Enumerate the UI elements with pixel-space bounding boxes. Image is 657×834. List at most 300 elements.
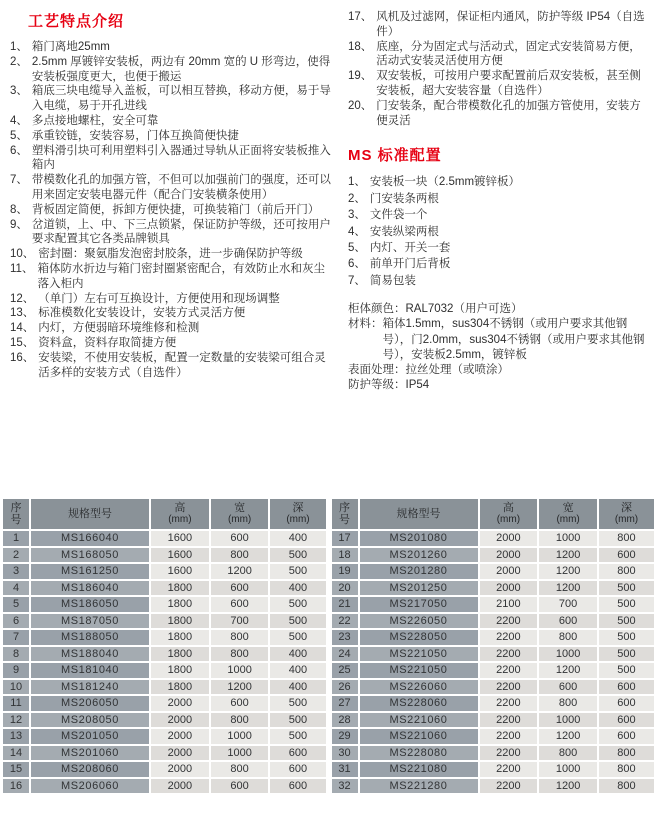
feature-text: 箱门离地25mm: [31, 41, 110, 53]
width-cell: 600: [211, 779, 269, 794]
feature-item: [348, 256, 651, 272]
width-cell: 800: [211, 762, 269, 777]
row-number-cell: 17: [332, 531, 358, 546]
table-header-row: [332, 499, 655, 529]
feature-text: 前单开门后背板: [369, 258, 451, 271]
table-row: [3, 548, 326, 563]
model-cell: MS201050: [31, 729, 149, 744]
table-row: [332, 647, 655, 662]
feature-text: 2.5mm 厚镀锌安装板，两边有 20mm 宽的 U 形弯边，使得安装板强度更大，也便于搬运: [31, 55, 331, 83]
depth-cell: 500: [270, 630, 325, 645]
spec-line: [348, 378, 651, 393]
table-row: [3, 729, 326, 744]
feature-text: （单门）左右可互换设计，方便使用和现场调整: [38, 292, 280, 305]
feature-text: 风机及过滤网，保证柜内通风，防护等级 IP54（自选件）: [376, 11, 645, 38]
feature-number: 5、: [348, 242, 366, 254]
width-cell: 1000: [539, 762, 597, 777]
feature-item: [10, 306, 332, 321]
feature-number: 2、: [10, 55, 28, 68]
height-cell: 2200: [480, 663, 538, 678]
width-cell: 800: [539, 696, 597, 711]
height-cell: 1800: [151, 597, 209, 612]
col-header-no: 序号: [3, 499, 29, 529]
feature-number: 6、: [10, 144, 28, 157]
table-row: [332, 614, 655, 629]
height-cell: 1600: [151, 564, 209, 579]
model-cell: MS226060: [360, 680, 478, 695]
table-row: [332, 762, 655, 777]
width-cell: 800: [211, 647, 269, 662]
width-cell: 600: [211, 581, 269, 596]
height-cell: 2000: [151, 713, 209, 728]
feature-item: [348, 207, 651, 223]
table-row: [332, 630, 655, 645]
depth-cell: 400: [270, 680, 325, 695]
feature-text: 底座，分为固定式与活动式，固定式安装简易方便，活动式安装灵活使用方便: [376, 40, 641, 68]
width-cell: 1000: [211, 729, 269, 744]
table-row: [3, 564, 326, 579]
height-cell: 1600: [151, 531, 209, 546]
spec-label: 柜体颜色：: [348, 303, 406, 316]
row-number-cell: 20: [332, 581, 358, 596]
model-cell: MS217050: [360, 597, 478, 612]
row-number-cell: 24: [332, 647, 358, 662]
size-table-body-right: [332, 531, 655, 793]
height-cell: 2200: [480, 680, 538, 695]
row-number-cell: 8: [3, 647, 29, 662]
table-row: [332, 696, 655, 711]
spec-value: 箱体1.5mm，sus304不锈钢（或用户要求其他钢号），门2.0mm，sus304不锈钢（或用户要求其他钢号），安装板2.5mm，镀锌板: [382, 318, 645, 361]
feature-number: 14、: [10, 322, 35, 335]
feature-text: 密封圈：聚氨脂发泡密封胶条，进一步确保防护等级: [38, 248, 303, 261]
model-cell: MS228080: [360, 746, 478, 761]
feature-number: 8、: [10, 203, 28, 216]
height-cell: 2000: [480, 548, 538, 563]
height-cell: 2000: [480, 581, 538, 596]
height-cell: 2200: [480, 729, 538, 744]
feature-text: 带模数化孔的加强方管，不但可以加强前门的强度，还可以用来固定安装电器元件（配合门安装横条使用）: [31, 174, 331, 201]
depth-cell: 600: [599, 713, 654, 728]
height-cell: 2000: [151, 779, 209, 794]
width-cell: 600: [539, 680, 597, 695]
feature-text: 门安装条两根: [369, 192, 439, 205]
feature-item: [10, 351, 332, 381]
depth-cell: 800: [599, 779, 654, 794]
row-number-cell: 1: [3, 531, 29, 546]
feature-text: 多点接地螺柱，安全可靠: [31, 114, 159, 127]
model-cell: MS188040: [31, 647, 149, 662]
depth-cell: 500: [599, 663, 654, 678]
width-cell: 800: [539, 746, 597, 761]
table-row: [3, 779, 326, 794]
feature-text: 标准模数化安装设计，安装方式灵活方便: [38, 307, 246, 320]
height-cell: 1800: [151, 680, 209, 695]
height-cell: 2000: [151, 746, 209, 761]
width-cell: 1200: [539, 729, 597, 744]
width-cell: 1200: [539, 779, 597, 794]
table-row: [3, 630, 326, 645]
table-row: [3, 614, 326, 629]
feature-text: 安装纵梁两根: [369, 225, 439, 238]
height-cell: 2000: [480, 531, 538, 546]
table-row: [332, 663, 655, 678]
feature-text: 塑料滑引块可利用塑料引入器通过导轨从正面将安装板推入箱内: [31, 144, 331, 172]
depth-cell: 500: [599, 647, 654, 662]
depth-cell: 800: [599, 531, 654, 546]
feature-number: 17、: [348, 11, 373, 23]
table-row: [332, 581, 655, 596]
height-cell: 2200: [480, 779, 538, 794]
feature-text: 内灯，方便弱暗环境维修和检测: [38, 322, 200, 335]
row-number-cell: 27: [332, 696, 358, 711]
row-number-cell: 32: [332, 779, 358, 794]
model-cell: MS228050: [360, 630, 478, 645]
height-cell: 2200: [480, 696, 538, 711]
table-row: [332, 779, 655, 794]
feature-text: 背板固定简便，拆卸方便快捷，可换装箱门（前后开门）: [31, 203, 320, 216]
spec-label: 表面处理：: [348, 364, 406, 377]
feature-text: 承重铰链，安装容易，门体互换简便快捷: [31, 129, 239, 142]
width-cell: 1200: [539, 564, 597, 579]
feature-number: 18、: [348, 40, 373, 53]
model-cell: MS181040: [31, 663, 149, 678]
height-cell: 2200: [480, 713, 538, 728]
feature-item: [348, 273, 651, 289]
table-row: [332, 548, 655, 563]
feature-item: [10, 55, 332, 85]
feature-number: 4、: [10, 114, 28, 127]
row-number-cell: 2: [3, 548, 29, 563]
row-number-cell: 11: [3, 696, 29, 711]
row-number-cell: 31: [332, 762, 358, 777]
model-cell: MS186050: [31, 597, 149, 612]
feature-item: [10, 218, 332, 248]
feature-item: [348, 224, 651, 240]
width-cell: 1000: [211, 663, 269, 678]
feature-number: 5、: [10, 129, 28, 142]
model-cell: MS206050: [31, 696, 149, 711]
model-cell: MS201260: [360, 548, 478, 563]
feature-text: 简易包装: [369, 274, 416, 287]
feature-text: 内灯、开关一套: [369, 242, 451, 254]
feature-number: 20、: [348, 99, 373, 112]
height-cell: 2200: [480, 746, 538, 761]
model-cell: MS221280: [360, 779, 478, 794]
depth-cell: 600: [270, 762, 325, 777]
depth-cell: 400: [270, 663, 325, 678]
table-row: [3, 762, 326, 777]
row-number-cell: 9: [3, 663, 29, 678]
width-cell: 600: [539, 614, 597, 629]
feature-item: [348, 191, 651, 207]
row-number-cell: 16: [3, 779, 29, 794]
width-cell: 800: [211, 713, 269, 728]
width-cell: 700: [539, 597, 597, 612]
feature-item: [10, 40, 332, 55]
row-number-cell: 29: [332, 729, 358, 744]
features-section: [10, 10, 332, 486]
row-number-cell: 10: [3, 680, 29, 695]
feature-text: 文件袋一个: [369, 209, 428, 222]
feature-number: 12、: [10, 292, 35, 305]
feature-text: 岔道锁，上、中、下三点锁紧，保证防护等级，还可按用户要求配置其它各类品牌锁具: [31, 218, 331, 246]
depth-cell: 600: [270, 779, 325, 794]
feature-number: 9、: [10, 218, 28, 231]
feature-number: 6、: [348, 258, 366, 271]
depth-cell: 600: [599, 548, 654, 563]
height-cell: 2200: [480, 647, 538, 662]
row-number-cell: 28: [332, 713, 358, 728]
table-row: [3, 696, 326, 711]
depth-cell: 500: [270, 614, 325, 629]
table-row: [332, 680, 655, 695]
table-header-row: [3, 499, 326, 529]
model-cell: MS221050: [360, 647, 478, 662]
model-cell: MS206060: [31, 779, 149, 794]
model-cell: MS181240: [31, 680, 149, 695]
width-cell: 1000: [211, 746, 269, 761]
height-cell: 2000: [151, 696, 209, 711]
feature-text: 安装板一块（2.5mm镀锌板）: [369, 176, 521, 189]
depth-cell: 400: [270, 581, 325, 596]
depth-cell: 500: [599, 581, 654, 596]
feature-text: 箱体防水折边与箱门密封圈紧密配合，有效防止水和灰尘落入柜内: [37, 262, 325, 290]
height-cell: 1800: [151, 630, 209, 645]
feature-number: 7、: [10, 174, 28, 187]
width-cell: 1200: [211, 564, 269, 579]
feature-item: [10, 144, 332, 174]
feature-number: 4、: [348, 225, 366, 238]
features-list-left: [10, 40, 332, 380]
height-cell: 2000: [151, 729, 209, 744]
width-cell: 1000: [539, 713, 597, 728]
model-cell: MS221060: [360, 729, 478, 744]
model-cell: MS226050: [360, 614, 478, 629]
features-list-right: [348, 10, 651, 128]
row-number-cell: 19: [332, 564, 358, 579]
feature-number: 13、: [10, 307, 35, 320]
feature-text: 双安装板，可按用户要求配置前后双安装板，甚至侧安装板，超大安装容量（自选件）: [376, 70, 641, 97]
width-cell: 800: [211, 630, 269, 645]
feature-number: 1、: [10, 41, 28, 53]
size-table-left: [1, 497, 328, 795]
depth-cell: 800: [599, 564, 654, 579]
depth-cell: 600: [599, 696, 654, 711]
table-row: [332, 531, 655, 546]
size-table-right: [330, 497, 657, 795]
width-cell: 700: [211, 614, 269, 629]
height-cell: 1800: [151, 663, 209, 678]
right-column: [348, 10, 651, 486]
spec-value: 拉丝处理（或喷涂）: [405, 364, 509, 377]
depth-cell: 800: [599, 762, 654, 777]
standard-config-title: MS 标准配置: [348, 147, 442, 165]
feature-item: [348, 99, 651, 129]
spec-line: [348, 317, 651, 363]
model-cell: MS201080: [360, 531, 478, 546]
table-row: [332, 746, 655, 761]
height-cell: 2000: [151, 762, 209, 777]
feature-item: [348, 174, 651, 190]
feature-number: 2、: [348, 192, 366, 205]
feature-number: 19、: [348, 70, 373, 83]
feature-item: [348, 240, 651, 256]
spec-line: [348, 302, 651, 317]
row-number-cell: 15: [3, 762, 29, 777]
model-cell: MS221080: [360, 762, 478, 777]
table-row: [3, 746, 326, 761]
depth-cell: 500: [599, 630, 654, 645]
height-cell: 1800: [151, 647, 209, 662]
feature-number: 3、: [10, 85, 28, 98]
size-tables: [0, 497, 657, 795]
table-row: [3, 647, 326, 662]
feature-item: [10, 247, 332, 262]
model-cell: MS187050: [31, 614, 149, 629]
depth-cell: 500: [270, 696, 325, 711]
depth-cell: 500: [599, 597, 654, 612]
table-row: [3, 581, 326, 596]
feature-number: 15、: [10, 336, 35, 349]
model-cell: MS168050: [31, 548, 149, 563]
depth-cell: 500: [270, 548, 325, 563]
table-row: [3, 713, 326, 728]
feature-item: [348, 10, 651, 40]
feature-text: 安装梁，不使用安装板，配置一定数量的安装梁可组合灵活多样的安装方式（自选件）: [38, 351, 326, 379]
height-cell: 2200: [480, 614, 538, 629]
feature-item: [10, 262, 332, 292]
feature-number: 10、: [10, 248, 35, 261]
col-header-width: 宽 (mm): [211, 499, 269, 529]
feature-item: [10, 114, 332, 129]
feature-item: [10, 84, 332, 114]
model-cell: MS201060: [31, 746, 149, 761]
model-cell: MS166040: [31, 531, 149, 546]
feature-item: [348, 69, 651, 99]
features-title: 工艺特点介绍: [28, 13, 125, 30]
feature-text: 箱底三块电缆导入盖板，可以相互替换，移动方便，易于导入电缆，易于开孔进线: [31, 85, 331, 113]
feature-item: [10, 321, 332, 336]
model-cell: MS201250: [360, 581, 478, 596]
height-cell: 2100: [480, 597, 538, 612]
depth-cell: 600: [270, 746, 325, 761]
row-number-cell: 13: [3, 729, 29, 744]
width-cell: 1200: [539, 663, 597, 678]
row-number-cell: 14: [3, 746, 29, 761]
row-number-cell: 22: [332, 614, 358, 629]
depth-cell: 500: [270, 597, 325, 612]
width-cell: 600: [211, 696, 269, 711]
col-header-width: 宽 (mm): [539, 499, 597, 529]
row-number-cell: 30: [332, 746, 358, 761]
size-table-body-left: [3, 531, 326, 793]
depth-cell: 500: [270, 729, 325, 744]
depth-cell: 500: [599, 614, 654, 629]
depth-cell: 600: [599, 680, 654, 695]
model-cell: MS221050: [360, 663, 478, 678]
width-cell: 1000: [539, 531, 597, 546]
spec-label: 材料：: [348, 318, 383, 331]
spec-value: RAL7032（用户可选）: [405, 303, 523, 316]
width-cell: 600: [211, 597, 269, 612]
col-header-height: 高 (mm): [480, 499, 538, 529]
standard-config-list: [348, 174, 651, 289]
feature-item: [10, 203, 332, 218]
width-cell: 1200: [539, 581, 597, 596]
col-header-model: 规格型号: [360, 499, 478, 529]
model-cell: MS201280: [360, 564, 478, 579]
feature-item: [10, 292, 332, 307]
model-cell: MS186040: [31, 581, 149, 596]
height-cell: 2200: [480, 630, 538, 645]
row-number-cell: 21: [332, 597, 358, 612]
col-header-height: 高 (mm): [151, 499, 209, 529]
feature-number: 7、: [348, 274, 366, 287]
row-number-cell: 3: [3, 564, 29, 579]
width-cell: 1200: [539, 548, 597, 563]
depth-cell: 600: [599, 729, 654, 744]
row-number-cell: 23: [332, 630, 358, 645]
model-cell: MS228060: [360, 696, 478, 711]
model-cell: MS221060: [360, 713, 478, 728]
col-header-depth: 深 (mm): [270, 499, 325, 529]
feature-item: [10, 336, 332, 351]
table-row: [332, 564, 655, 579]
height-cell: 2000: [480, 564, 538, 579]
model-cell: MS161250: [31, 564, 149, 579]
table-row: [3, 680, 326, 695]
table-row: [3, 531, 326, 546]
row-number-cell: 7: [3, 630, 29, 645]
model-cell: MS208060: [31, 762, 149, 777]
col-header-model: 规格型号: [31, 499, 149, 529]
depth-cell: 500: [270, 564, 325, 579]
table-row: [3, 597, 326, 612]
feature-number: 16、: [10, 351, 35, 364]
table-row: [332, 713, 655, 728]
row-number-cell: 25: [332, 663, 358, 678]
width-cell: 1000: [539, 647, 597, 662]
depth-cell: 400: [270, 647, 325, 662]
row-number-cell: 4: [3, 581, 29, 596]
spec-line: [348, 363, 651, 378]
width-cell: 800: [539, 630, 597, 645]
height-cell: 1600: [151, 548, 209, 563]
feature-item: [10, 173, 332, 203]
feature-text: 资料盒，资料存取简捷方便: [38, 336, 177, 349]
depth-cell: 400: [270, 531, 325, 546]
table-row: [332, 729, 655, 744]
height-cell: 2200: [480, 762, 538, 777]
feature-number: 11、: [10, 262, 34, 275]
row-number-cell: 5: [3, 597, 29, 612]
model-cell: MS208050: [31, 713, 149, 728]
model-cell: MS188050: [31, 630, 149, 645]
feature-number: 3、: [348, 209, 366, 222]
height-cell: 1800: [151, 614, 209, 629]
feature-item: [348, 40, 651, 70]
spec-label: 防护等级：: [348, 379, 406, 392]
width-cell: 1200: [211, 680, 269, 695]
row-number-cell: 12: [3, 713, 29, 728]
col-header-no: 序号: [332, 499, 358, 529]
row-number-cell: 18: [332, 548, 358, 563]
row-number-cell: 6: [3, 614, 29, 629]
depth-cell: 800: [599, 746, 654, 761]
row-number-cell: 26: [332, 680, 358, 695]
feature-text: 门安装条，配合带模数化孔的加强方管使用，安装方便灵活: [376, 99, 641, 127]
height-cell: 1800: [151, 581, 209, 596]
